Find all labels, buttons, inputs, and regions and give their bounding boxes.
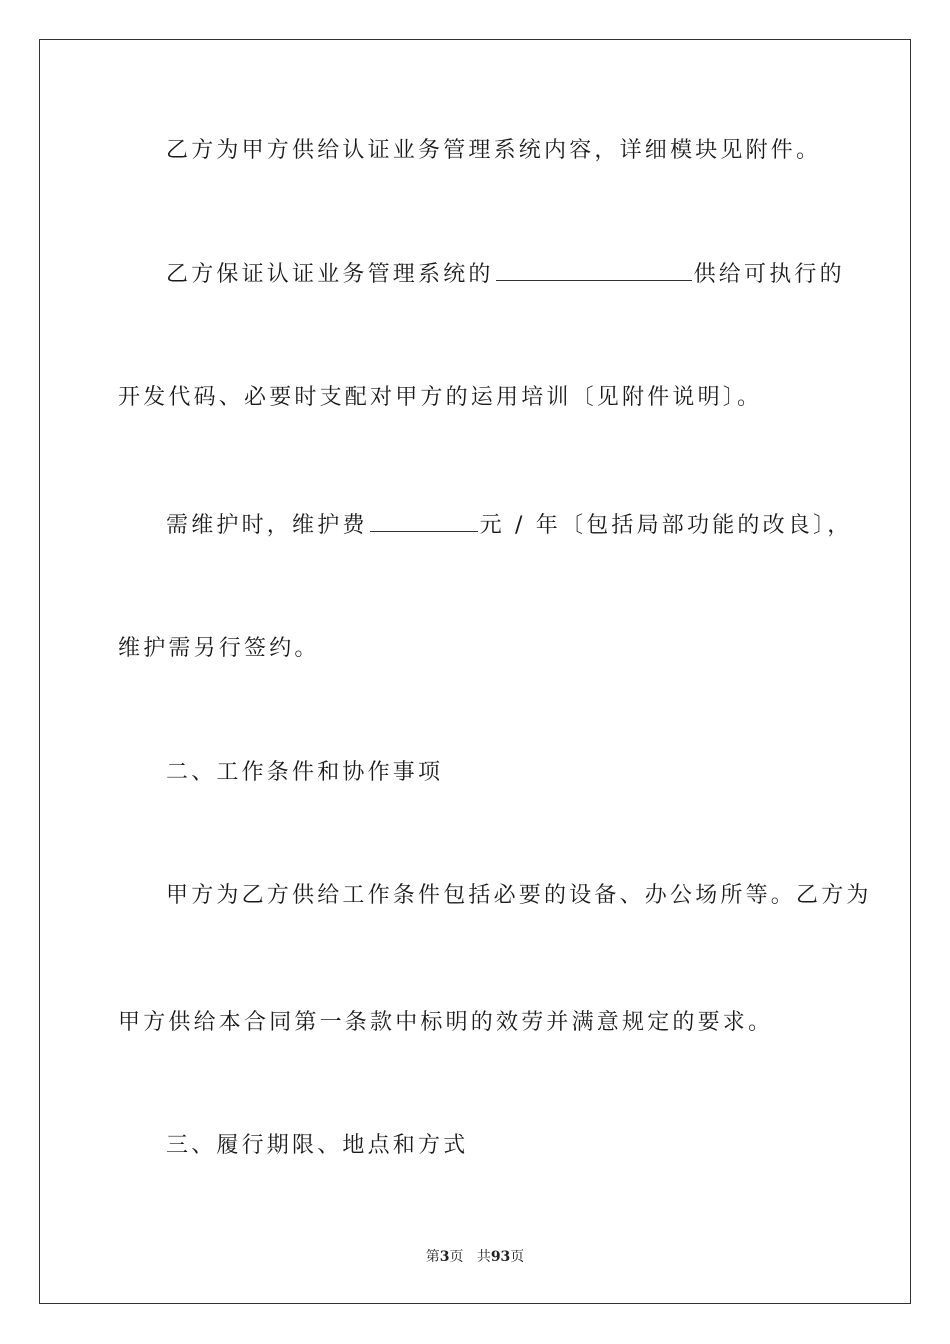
line-4-text-a: 需维护时，维护费 — [166, 513, 368, 538]
paragraph-line-4 — [166, 509, 852, 541]
paragraph-line-5: 维护需另行签约。 — [118, 636, 320, 661]
line-2-text-b: 供给可执行的 — [693, 262, 845, 287]
page-footer — [0, 1246, 950, 1266]
paragraph-line-3: 开发代码、必要时支配对甲方的运用培训〔见附件说明〕。 — [118, 385, 763, 410]
footer-total-pages: 93 — [490, 1249, 511, 1265]
footer-page-label: 页 — [449, 1249, 464, 1265]
paragraph-line-6: 甲方为乙方供给工作条件包括必要的设备、办公场所等。乙方为 — [166, 883, 872, 908]
footer-total-label: 页 — [510, 1249, 525, 1265]
paragraph-line-2 — [166, 258, 845, 290]
footer-total-prefix: 共 — [476, 1249, 491, 1265]
paragraph-line-7: 甲方供给本合同第一条款中标明的效劳并满意规定的要求。 — [118, 1010, 774, 1035]
fill-in-blank-maintenance-fee — [370, 509, 478, 532]
footer-prefix: 第 — [425, 1249, 440, 1265]
line-2-text-a: 乙方保证认证业务管理系统的 — [166, 262, 494, 287]
fill-in-blank-delivery — [496, 258, 692, 281]
paragraph-line-1: 乙方为甲方供给认证业务管理系统内容，详细模块见附件。 — [166, 138, 822, 163]
section-heading-2: 二、工作条件和协作事项 — [166, 760, 444, 785]
line-4-text-b: 元 / 年〔包括局部功能的改良〕， — [479, 513, 853, 538]
page-frame — [39, 39, 911, 1304]
section-heading-3: 三、履行期限、地点和方式 — [166, 1133, 469, 1158]
footer-current-page: 3 — [439, 1249, 450, 1265]
